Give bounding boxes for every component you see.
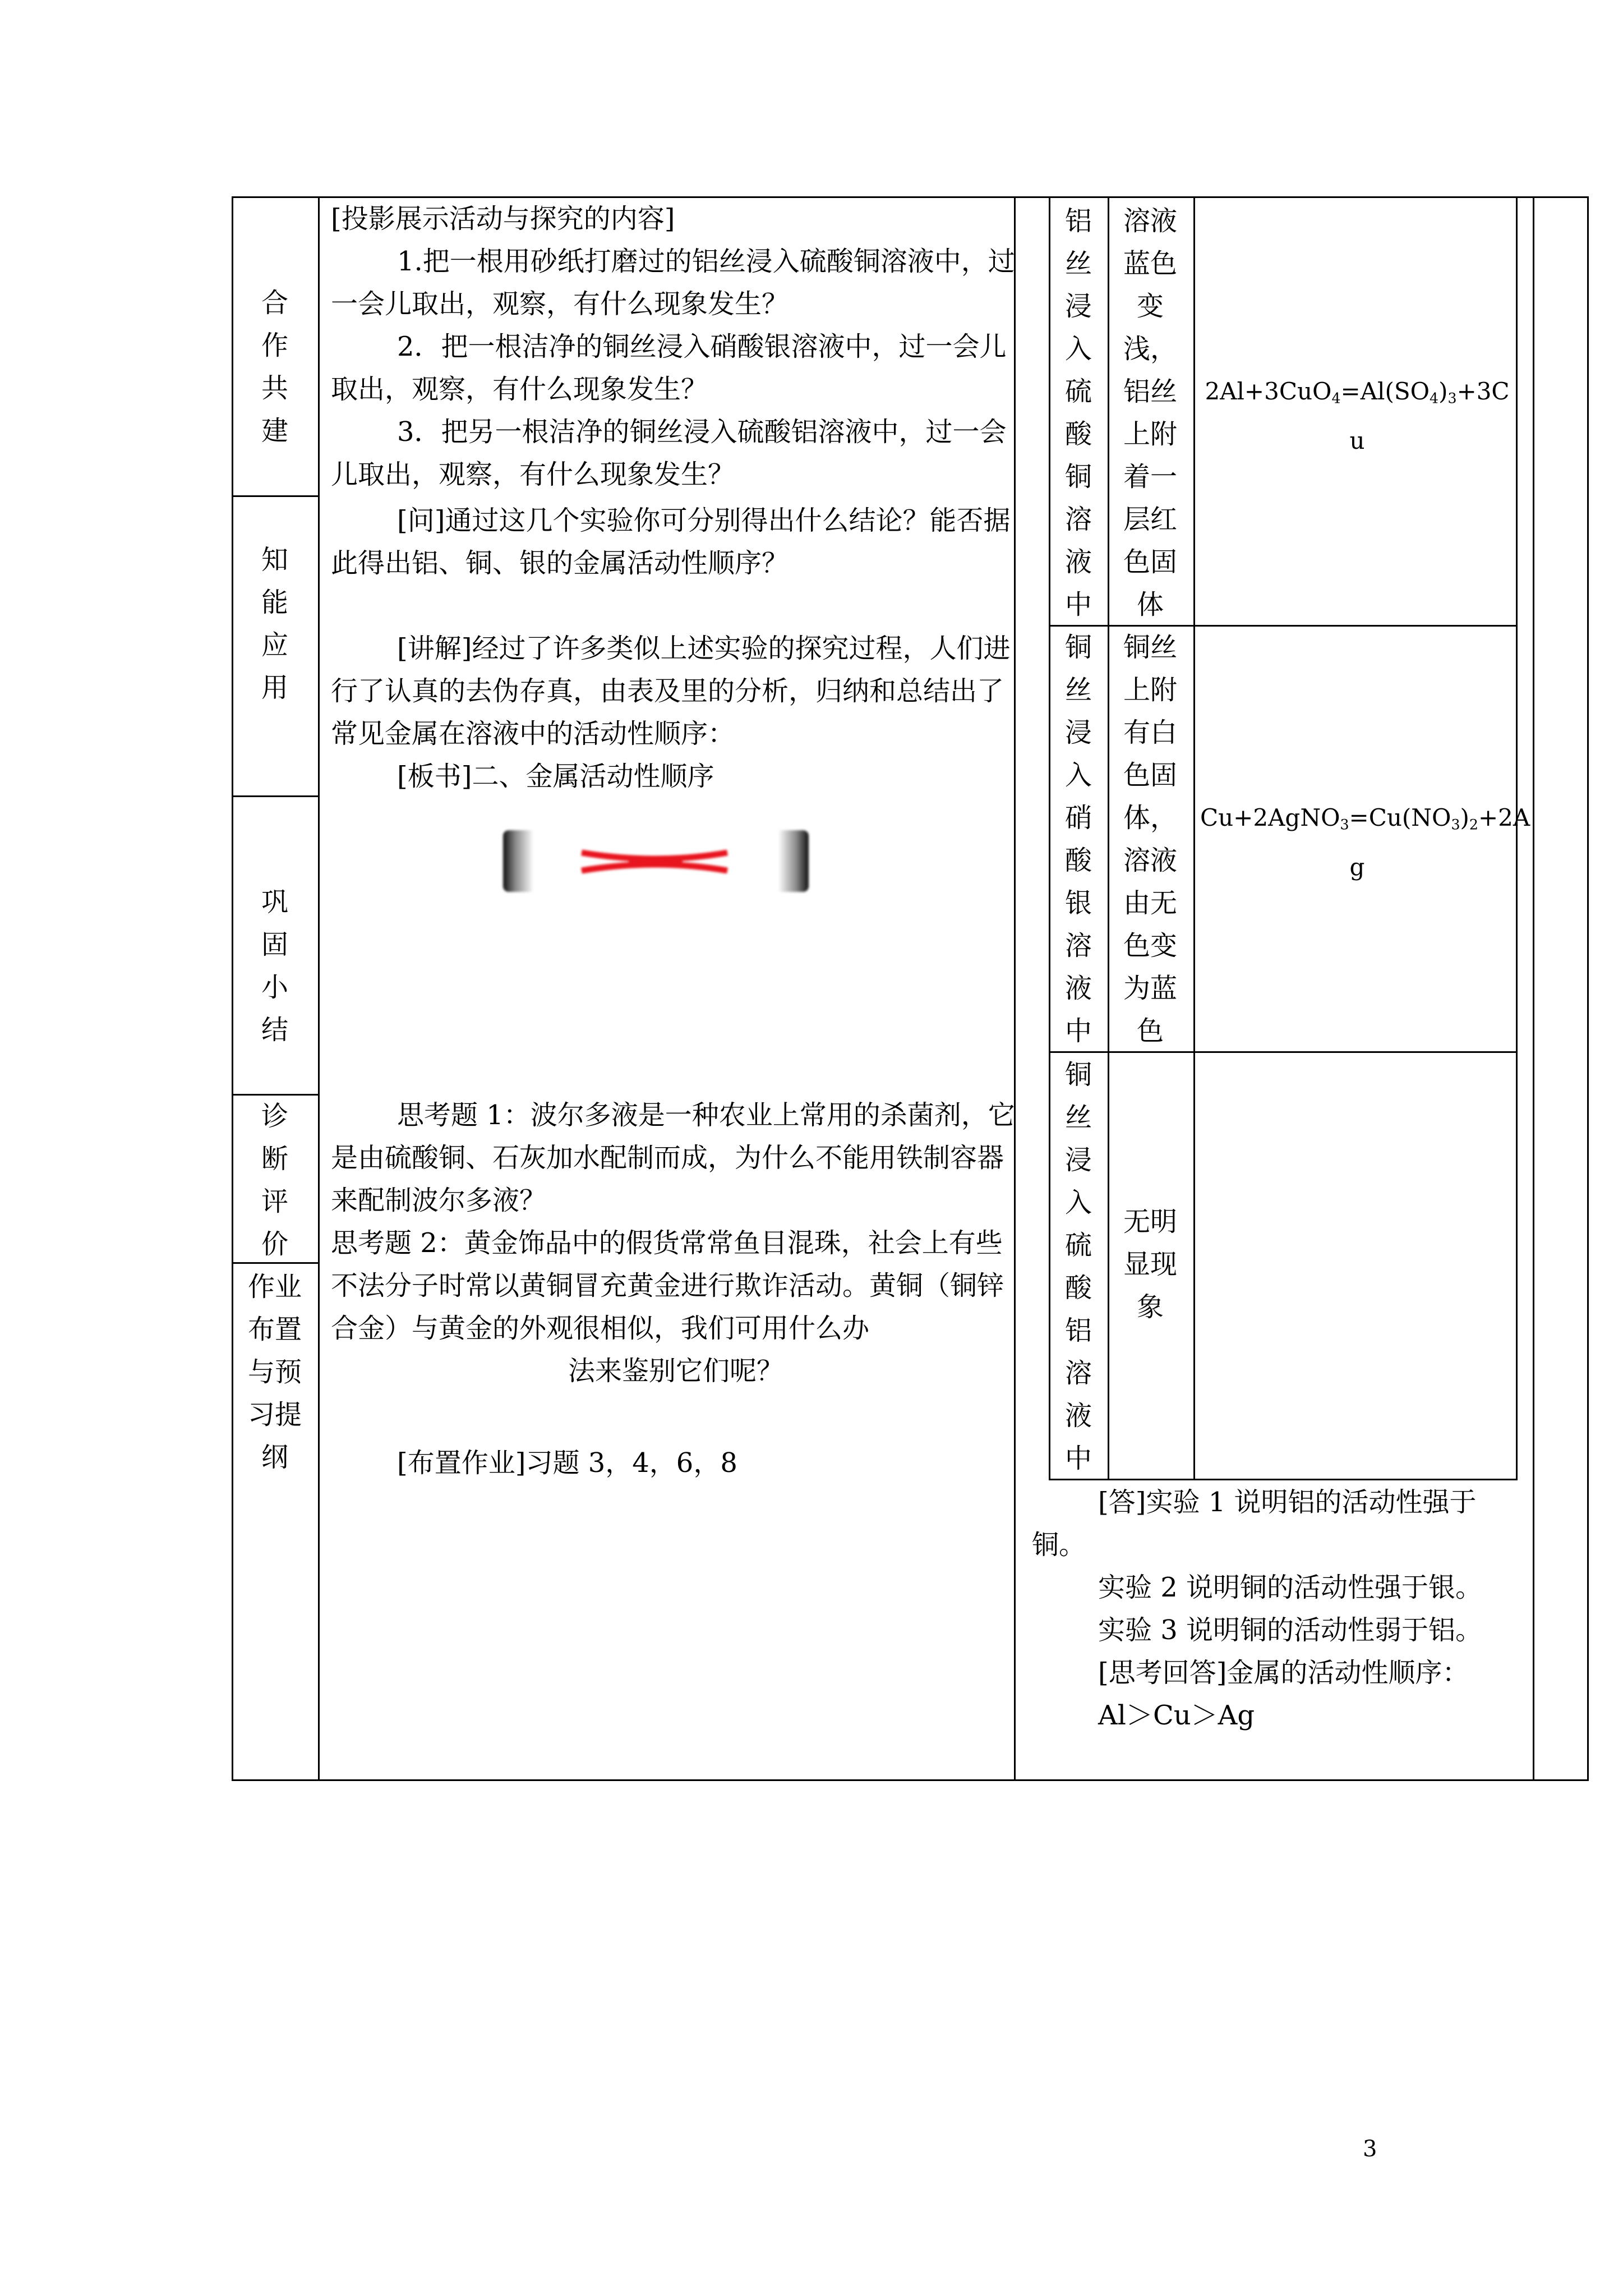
answer-4: [思考回答]金属的活动性顺序： [1098,1657,1469,1688]
homework-assignment: [布置作业]习题 3，4，6，8 [397,1447,737,1479]
section-label-homework: 作业布置与预习提纲 [247,1271,302,1473]
experiment-table-right [1516,196,1518,1480]
experiment-table-left [1049,196,1050,1480]
lecture-paragraph: [讲解]经过了许多类似上述实验的探究过程，人们进行了认真的去伪存真，由表及里的分析，归纳和总结出了常见金属在溶液中的活动性顺序： [331,633,1011,749]
experiment-phenomenon-1: 溶液蓝色变浅，铝丝上附着一层红色固体 [1123,205,1177,620]
student-column-divider [1533,196,1534,1781]
answer-1: [答]实验 1 说明铝的活动性强于铜。 [1032,1487,1477,1561]
equation-2: $Cu+2AgNO_3=Cu(NO_3)_2+2A$ g [1200,804,1530,881]
board-heading: [板书]二、金属活动性顺序 [397,761,714,792]
section-divider [232,495,320,497]
section-label-consolidation: 巩固小结 [261,886,289,1046]
activity-item-2: 2．把一根洁净的铜丝浸入硝酸银溶液中，过一会儿取出，观察，有什么现象发生？ [331,331,1007,405]
experiment-name-3: 铜丝浸入硫酸铝溶液中 [1064,1059,1092,1474]
answer-2: 实验 2 说明铜的活动性强于银。 [1098,1572,1483,1603]
page-number: 3 [1363,2136,1377,2162]
thinking-question-2: 思考题 2：黄金饰品中的假货常常鱼目混珠，社会上有些不法分子时常以黄铜冒充黄金进行欺诈活动。黄铜（铜锌合金）与黄金的外观很相似，我们可用什么办 [331,1227,1004,1344]
answer-3: 实验 3 说明铜的活动性弱于铝。 [1098,1614,1483,1646]
red-x-icon [503,830,809,892]
section-divider [232,795,320,797]
question-paragraph: [问]通过这几个实验你可分别得出什么结论？能否据此得出铝、铜、银的金属活动性顺序？ [331,505,1011,579]
label-column-divider [318,196,320,1781]
equation-1: $2Al+3CuO_4=Al(SO_4)_3+3C$ u [1205,378,1510,455]
section-label-cooperation: 合作共建 [261,287,289,447]
activity-item-1: 1.把一根用砂纸打磨过的铝丝浸入硫酸铜溶液中，过一会儿取出，观察，有什么现象发生？ [331,246,1015,320]
thinking-question-1: 思考题 1：波尔多液是一种农业上常用的杀菌剂，它是由硫酸铜、石灰加水配制而成，为什么不能用铁制容器来配制波尔多液？ [331,1099,1015,1216]
projection-heading: [投影展示活动与探究的内容] [331,203,675,234]
section-label-application: 知能应用 [261,544,289,703]
activity-series-image [503,830,809,892]
table-left-border [232,196,233,1781]
experiment-name-2: 铜丝浸入硝酸银溶液中 [1064,632,1092,1047]
experiment-phenomenon-2: 铜丝上附有白色固体，溶液由无色变为蓝色 [1123,632,1177,1047]
experiment-name-divider [1108,196,1109,1480]
section-label-evaluation: 诊断评价 [261,1101,289,1260]
answer-5: Al＞Cu＞Ag [1098,1700,1255,1731]
experiment-phenomenon-3: 无明显现象 [1123,1206,1177,1323]
experiment-phenomenon-divider [1193,196,1195,1480]
table-right-border [1587,196,1589,1781]
activity-item-3: 3．把另一根洁净的铜丝浸入硫酸铝溶液中，过一会儿取出，观察，有什么现象发生？ [331,416,1007,490]
experiment-table-top [1049,196,1518,198]
experiment-name-1: 铝丝浸入硫酸铜溶液中 [1064,205,1092,620]
experiment-table-bottom [1049,1479,1518,1480]
table-bottom-border [232,1779,1589,1781]
thinking-question-2-end: 法来鉴别它们呢？ [568,1355,783,1387]
